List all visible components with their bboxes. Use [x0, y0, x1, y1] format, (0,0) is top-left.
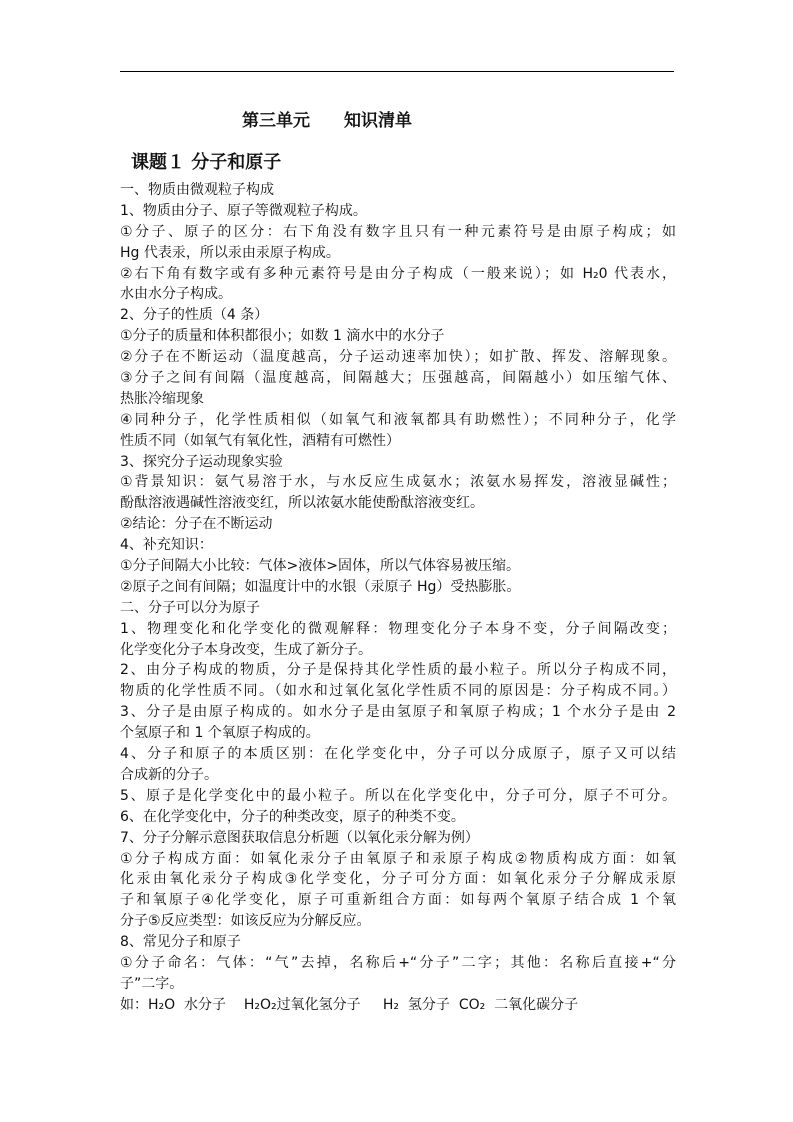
text-line: 化汞由氧化汞分子构成③化学变化，分子可分方面：如氧化汞分子分解成汞原: [120, 871, 676, 888]
text-line: 6、在化学变化中，分子的种类改变，原子的种类不变。: [120, 808, 465, 825]
text-line: 7、分子分解示意图获取信息分析题（以氧化汞分解为例）: [120, 829, 479, 846]
text-line: 4、分子和原子的本质区别：在化学变化中，分子可以分成原子，原子又可以结: [120, 746, 676, 763]
text-line: ①分子、原子的区分：右下角没有数字且只有一种元素符号是由原子构成；如: [120, 223, 676, 240]
text-line: ③分子之间有间隔（温度越高，间隔越大；压强越高，间隔越小）如压缩气体、: [120, 370, 676, 387]
text-line: 化学变化分子本身改变，生成了新分子。: [120, 641, 372, 658]
text-line: 3、探究分子运动现象实验: [120, 453, 283, 470]
text-line: 物质的化学性质不同。（如水和过氧化氢化学性质不同的原因是：分子构成不同。）: [120, 683, 676, 700]
text-line: 子”二字。: [120, 975, 184, 992]
text-line: 3、分子是由原子构成的。如水分子是由氢原子和氧原子构成；1 个水分子是由 2: [120, 704, 676, 721]
text-line: 8、常见分子和原子: [120, 934, 241, 951]
text-line: 性质不同（如氧气有氧化性，酒精有可燃性）: [120, 432, 400, 449]
text-line: 酚酞溶液遇碱性溶液变红，所以浓氨水能使酚酞溶液变红。: [120, 495, 484, 512]
header-rule: [120, 71, 674, 72]
document-body: [120, 180, 676, 1016]
text-line: Hg 代表汞，所以汞由汞原子构成。: [120, 244, 340, 261]
text-line: ①分子构成方面：如氧化汞分子由氧原子和汞原子构成②物质构成方面：如氧: [120, 850, 676, 867]
text-line: ②结论：分子在不断运动: [120, 516, 273, 533]
text-line: 子和氧原子④化学变化，原子可重新组合方面：如每两个氧原子结合成 1 个氧: [120, 892, 676, 909]
text-line: 热胀冷缩现象: [120, 390, 204, 407]
text-line: 4、补充知识：: [120, 537, 213, 554]
text-line: ①分子的质量和体积都很小；如数 1 滴水中的水分子: [120, 328, 445, 345]
text-line: 水由水分子构成。: [120, 286, 232, 303]
text-line: 如：H₂O 水分子 H₂O₂过氧化氢分子 H₂ 氢分子 CO₂ 二氧化碳分子: [120, 996, 579, 1013]
text-line: 一、物质由微观粒子构成: [120, 182, 274, 198]
text-line: ①背景知识：氨气易溶于水，与水反应生成氨水；浓氨水易挥发，溶液显碱性；: [120, 474, 676, 491]
text-line: 二、分子可以分为原子: [120, 599, 260, 616]
page-title-text: 第三单元 知识清单: [242, 111, 412, 131]
text-line: ①分子间隔大小比较：气体>液体>固体，所以气体容易被压缩。: [120, 558, 521, 575]
text-line: 个氢原子和 1 个氧原子构成的。: [120, 725, 320, 742]
text-line: ②原子之间有间隔；如温度计中的水银（汞原子 Hg）受热膨胀。: [120, 578, 521, 595]
text-line: 2、由分子构成的物质，分子是保持其化学性质的最小粒子。所以分子构成不同，: [120, 662, 676, 679]
text-line: ④同种分子，化学性质相似（如氧气和液氧都具有助燃性）；不同种分子，化学: [120, 411, 676, 428]
text-line: 2、分子的性质（4 条）: [120, 307, 269, 324]
lesson-heading: 课题１ 分子和原子: [131, 152, 282, 173]
text-line: ②分子在不断运动（温度越高，分子运动速率加快）；如扩散、挥发、溶解现象。: [120, 349, 676, 366]
text-line: 分子⑤反应类型：如该反应为分解反应。: [120, 913, 371, 930]
text-line: ①分子命名：气体：“气”去掉，名称后+“分子”二字；其他：名称后直接+“分: [120, 954, 676, 971]
text-line: 5、原子是化学变化中的最小粒子。所以在化学变化中，分子可分，原子不可分。: [120, 787, 676, 804]
text-line: 1、物理变化和化学变化的微观解释：物理变化分子本身不变，分子间隔改变；: [120, 620, 676, 637]
text-line: 1、物质由分子、原子等微观粒子构成。: [120, 202, 367, 219]
text-line: ②右下角有数字或有多种元素符号是由分子构成（一般来说）；如 H₂0 代表水，: [120, 265, 676, 282]
text-line: 合成新的分子。: [120, 766, 218, 783]
